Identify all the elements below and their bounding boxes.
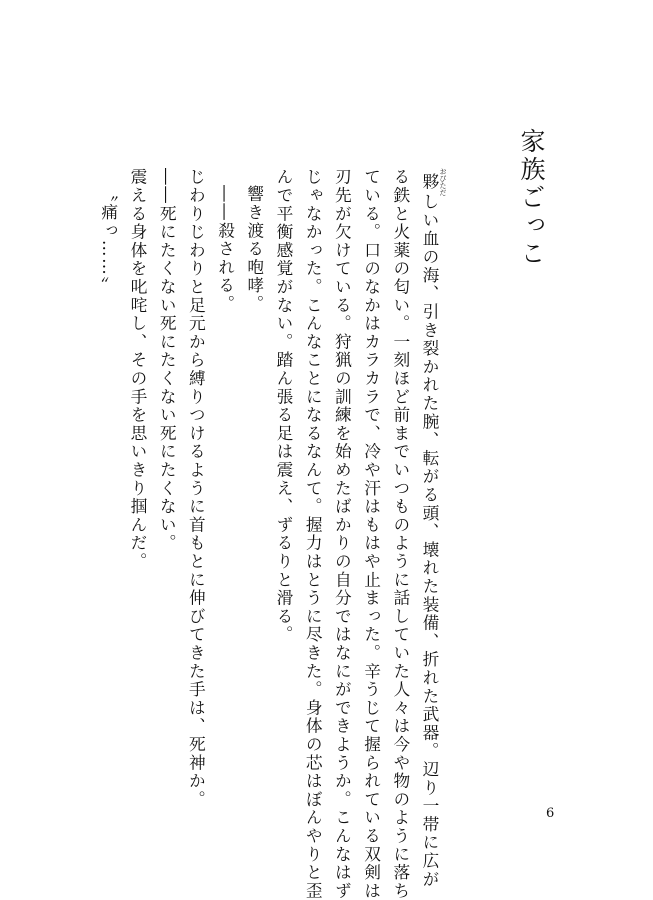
- paragraph: [94, 168, 123, 808]
- text-line: じゃなかった。こんなことになるなんて。握力はとうに尽きた。身体の芯はぼんやりと歪: [303, 168, 324, 900]
- page-number: 6: [546, 806, 555, 821]
- text-line: ――死にたくない死にたくない死にたくない。: [157, 168, 178, 553]
- text-line: ている。口のなかはカラカラで、冷や汗はもはや止まった。辛うじて握られている双剣は: [361, 168, 382, 900]
- chapter-title: 家族ごっこ: [517, 128, 546, 268]
- paragraph: [152, 168, 181, 808]
- paragraph: [181, 168, 210, 808]
- ruby-base: 夥: [420, 168, 440, 196]
- text-line: る鉄と火薬の匂い。一刻ほど前までいつものように話していた人々は今や物のように落ち: [390, 168, 411, 900]
- ruby-reading: おびただ: [439, 168, 447, 196]
- ruby-word: [420, 168, 447, 196]
- paragraph: [210, 168, 239, 808]
- paragraph: [415, 168, 447, 889]
- text-line: しい血の海、引き裂かれた腕、転がる頭、壊れた装備、折れた武器。辺り一帯に広が: [420, 193, 440, 889]
- paragraph: [123, 168, 152, 808]
- text-line: ――殺される。: [215, 184, 236, 313]
- body-text: [87, 168, 447, 900]
- paragraph: [327, 168, 356, 900]
- paragraph: [269, 168, 298, 808]
- paragraph: [386, 168, 415, 900]
- paragraph: [240, 168, 269, 808]
- text-line: 響き渡る咆哮。: [244, 184, 265, 313]
- text-line: 刃先が欠けている。狩猟の訓練を始めたばかりの自分ではなにができようか。こんなはず: [332, 168, 353, 900]
- text-line: 震える身体を叱咤し、その手を思いきり掴んだ。: [127, 168, 148, 571]
- text-line: じわりじわりと足元から縛りつけるように首もとに伸びてきた手は、死神か。: [186, 168, 207, 809]
- text-line: 〝痛っ……〟: [98, 184, 119, 295]
- paragraph: [298, 168, 327, 900]
- text-line: んで平衡感覚がない。踏ん張る足は震え、ずるりと滑る。: [273, 168, 294, 644]
- paragraph: [356, 168, 385, 900]
